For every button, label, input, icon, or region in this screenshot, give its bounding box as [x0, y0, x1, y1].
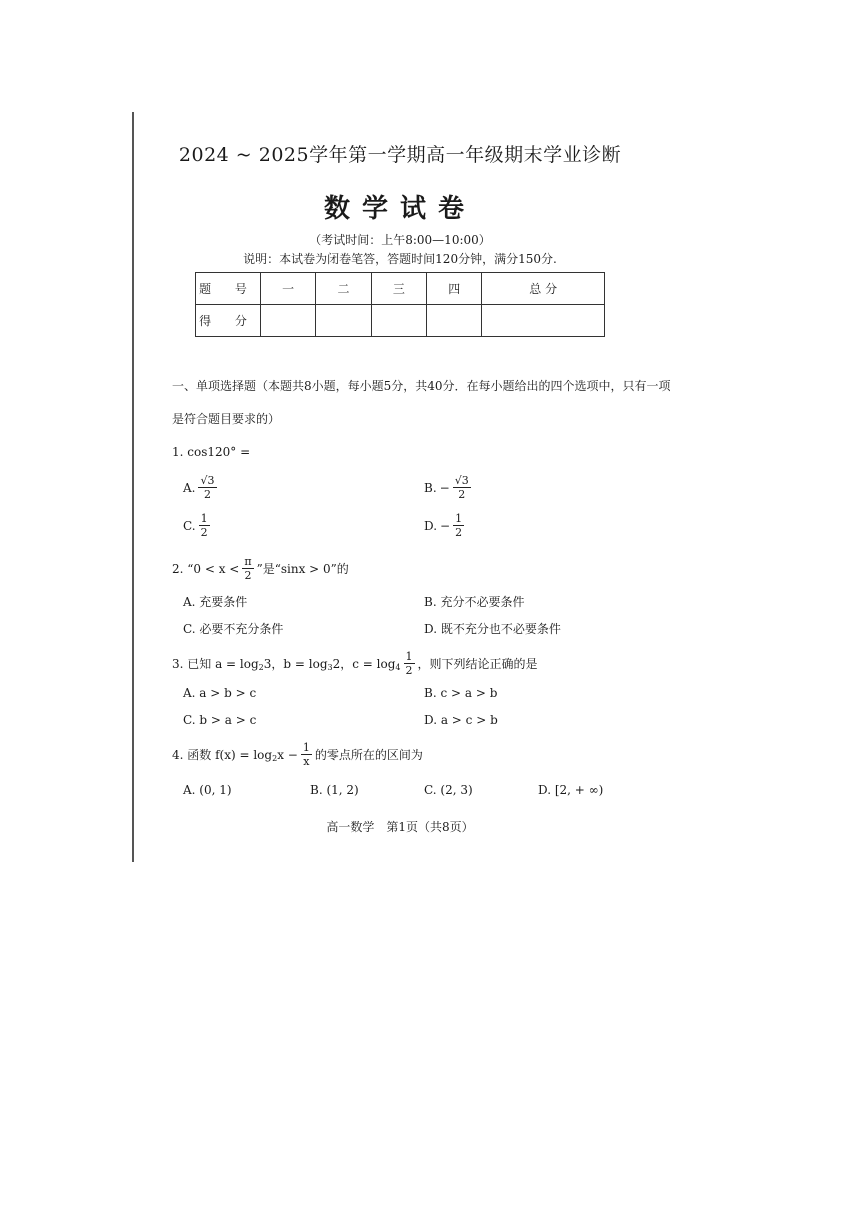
question-2-option-d: D. 既不充分也不必要条件	[424, 622, 561, 636]
question-2-option-b: B. 充分不必要条件	[424, 595, 525, 609]
stem-text: 4. 函数 $f(x) = \log_2x$ −	[172, 748, 298, 763]
fraction: $\frac{√3}{2}$	[200, 474, 215, 501]
score-cell-1: 一	[261, 273, 316, 305]
score-input-1	[261, 305, 316, 337]
question-1-option-c	[183, 512, 210, 539]
section1-heading-line1: 一、单项选择题（本题共8小题，每小题5分，共40分．在每小题给出的四个选项中，只有一项	[172, 379, 671, 393]
stem-text: ”是“sinx > 0”的	[256, 562, 349, 576]
score-cell-4: 四	[427, 273, 482, 305]
fraction: $\frac{\pi}{2}$	[244, 555, 252, 582]
fraction: $\frac{1}{x}$	[302, 741, 310, 768]
page-footer: 高一数学 第1页（共8页）	[326, 820, 474, 834]
question-2-stem	[172, 555, 349, 582]
stem-text: 的零点所在的区间为	[314, 748, 423, 762]
question-3-option-b: B. c > a > b	[424, 686, 498, 700]
subject-title: 数学试卷	[323, 194, 476, 224]
exam-title: 2024 ~ 2025学年第一学期高一年级期末学业诊断	[178, 144, 622, 166]
question-4-option-b: B. (1, 2)	[310, 783, 359, 797]
question-4-option-c: C. (2, 3)	[424, 783, 473, 797]
score-row-label: 得 分	[196, 305, 261, 337]
stem-text: ，则下列结论正确的是	[417, 657, 538, 671]
stem-text: 3. 已知 $a = \log_23$，$b = \log_32$，$c = \log_4$	[172, 657, 401, 672]
score-table-header-row	[196, 273, 605, 305]
question-3-option-c: C. b > a > c	[183, 713, 257, 727]
question-3-option-a: A. a > b > c	[183, 686, 257, 700]
score-table	[195, 272, 605, 337]
score-cell-2: 二	[316, 273, 371, 305]
fraction: $\frac{1}{2}$	[455, 512, 463, 539]
question-1-option-d	[424, 512, 464, 539]
option-letter: A.	[183, 480, 196, 495]
option-letter: D.	[424, 518, 438, 533]
fraction: $\frac{1}{2}$	[405, 650, 413, 677]
exam-note: 说明：本试卷为闭卷笔答，答题时间120分钟，满分150分.	[243, 252, 557, 266]
exam-time: （考试时间：上午8:00—10:00）	[309, 233, 491, 247]
score-cell-3: 三	[371, 273, 426, 305]
question-1-option-a	[183, 474, 217, 501]
score-table-score-row	[196, 305, 605, 337]
question-2-option-c: C. 必要不充分条件	[183, 622, 284, 636]
score-input-2	[316, 305, 371, 337]
question-4-option-d: D. [2, + ∞)	[538, 783, 604, 797]
score-cell-total: 总 分	[482, 273, 605, 305]
section1-heading-line2: 是符合题目要求的）	[172, 412, 281, 426]
question-2-option-a: A. 充要条件	[183, 595, 248, 609]
option-letter: B.	[424, 480, 437, 495]
option-letter: C.	[183, 518, 196, 533]
question-1-stem: 1. cos120° =	[172, 445, 251, 459]
minus-sign: −	[440, 518, 451, 533]
question-3-stem	[172, 650, 538, 677]
score-input-3	[371, 305, 426, 337]
question-3-option-d: D. a > c > b	[424, 713, 498, 727]
score-input-total	[482, 305, 605, 337]
score-cell-label: 题 号	[196, 273, 261, 305]
stem-text: 2. “0 < x <	[172, 561, 240, 576]
question-4-stem	[172, 741, 423, 768]
question-1-option-b	[424, 474, 471, 501]
score-input-4	[427, 305, 482, 337]
fraction: $\frac{√3}{2}$	[454, 474, 469, 501]
minus-sign: −	[439, 480, 450, 495]
question-4-option-a: A. (0, 1)	[183, 783, 232, 797]
fraction: $\frac{1}{2}$	[200, 512, 208, 539]
